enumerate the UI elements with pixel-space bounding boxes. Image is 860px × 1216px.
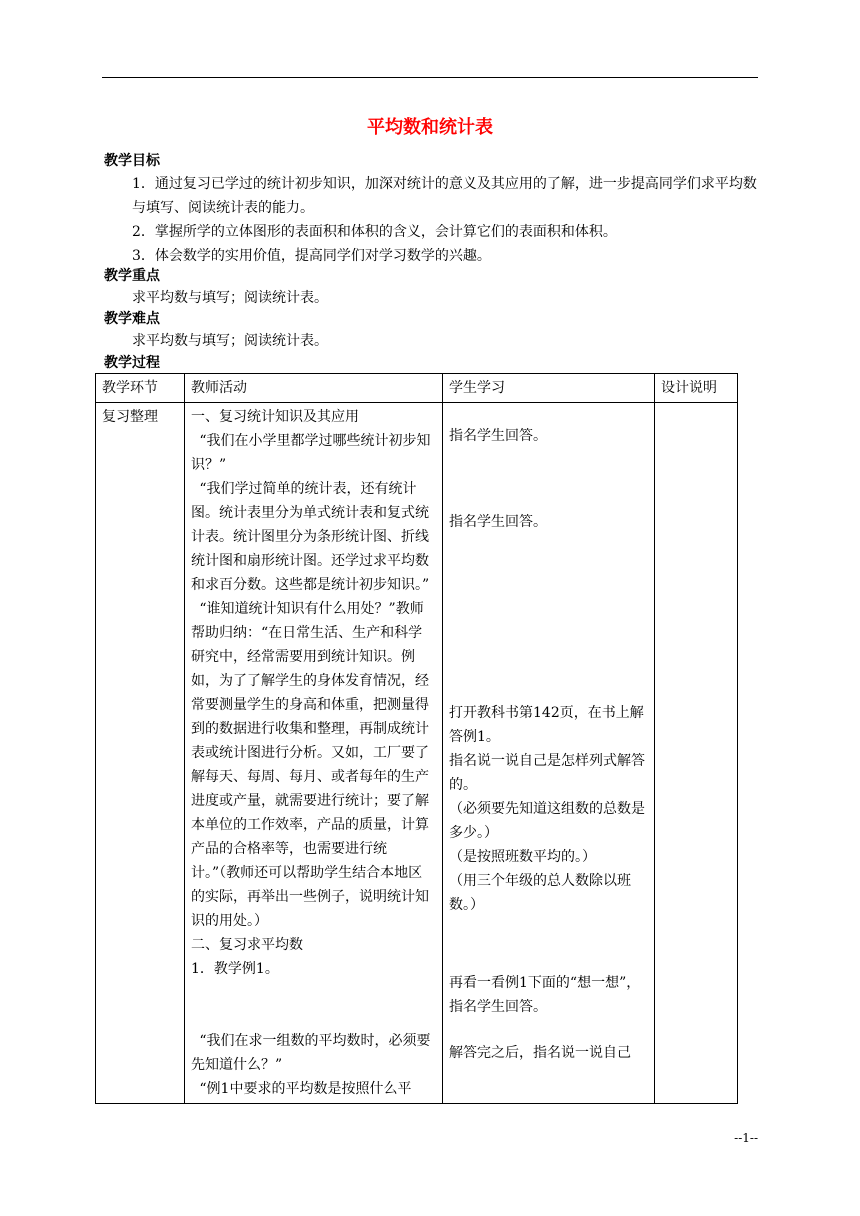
student-line: 解答完之后，指名说一说自己 [449,1045,631,1061]
student-line: （是按照班数平均的。） [449,849,596,865]
student-line: （用三个年级的总人数除以班数。） [449,873,631,913]
student-line: 指名学生回答。 [449,428,547,444]
header-note: 设计说明 [655,374,738,403]
student-spacer [449,917,648,971]
header-teacher: 教师活动 [185,374,443,403]
student-spacer [449,1019,648,1041]
student-spacer [449,448,648,510]
student-line: 指名说一说自己是怎样列式解答的。 [449,753,645,793]
header-rule [102,77,758,78]
student-line: 打开教科书第142页，在书上解答例1。 [449,705,644,745]
student-line: 指名学生回答。 [449,514,547,530]
teacher-cell [185,403,443,1104]
difficulty-point: 求平均数与填写；阅读统计表。 [132,333,328,349]
page-title: 平均数和统计表 [367,117,493,138]
process-table [95,373,738,1104]
process-heading: 教学过程 [104,355,160,371]
key-heading: 教学重点 [104,268,160,284]
key-text [104,286,758,310]
teacher-line: “我们在小学里都学过哪些统计初步知识？” [191,433,431,473]
goals-list [104,172,758,268]
teacher-line: “例1中要求的平均数是按照什么平 [199,1081,412,1097]
teacher-line: 一、复习统计知识及其应用 [191,409,359,425]
header-stage: 教学环节 [96,374,185,403]
student-spacer [449,534,648,701]
key-point: 求平均数与填写；阅读统计表。 [132,290,328,306]
teacher-spacer [191,981,436,1029]
table-row [96,403,738,1104]
teacher-line: “我们在求一组数的平均数时，必须要先知道什么？” [191,1033,431,1073]
difficulty-text [104,329,758,353]
goal-3: 3．体会数学的实用价值，提高同学们对学习数学的兴趣。 [132,248,491,264]
teacher-line: 1．教学例1。 [191,961,279,977]
student-line: （必须要先知道这组数的总数是多少。） [449,801,645,841]
student-line: 再看一看例1下面的“想一想”，指名学生回答。 [449,975,641,1015]
goals-heading: 教学目标 [104,153,160,169]
teacher-line: “谁知道统计知识有什么用处？”教师帮助归纳：“在日常生活、生产和科学研究中，经常需要用到统计知识。例如，为了了解学生的身体发育情况，经常要测量学生的身高和体重，把测量得到的数据进行收集和整理，再制成统计表或统计图进行分析。又如，工厂要了解每天、每周、每月、或者每年的生产进度或产量，就需要进行统计；要了解本单位的工作效率，产品的质量，计算产品的合格率等，也需要进行统计。”（教师还可以帮助学生结合本地区的实际，再举出一些例子，说明统计知识的用处。） [191,601,429,929]
teacher-line: “我们学过简单的统计表，还有统计图。统计表里分为单式统计表和复式统计表。统计图里分为条形统计图、折线统计图和扇形统计图。还学过求平均数和求百分数。这些都是统计初步知识。” [191,481,430,593]
header-student: 学生学习 [443,374,655,403]
difficulty-heading: 教学难点 [104,311,160,327]
note-cell [655,403,738,1104]
goal-1: 1．通过复习已学过的统计初步知识，加深对统计的意义及其应用的了解，进一步提高同学们求平均数与填写、阅读统计表的能力。 [132,176,757,216]
stage-cell: 复习整理 [96,403,185,1104]
goal-2: 2．掌握所学的立体图形的表面积和体积的含义，会计算它们的表面积和体积。 [132,224,617,240]
student-cell [443,403,655,1104]
table-header-row [96,374,738,403]
student-spacer [449,405,648,424]
teacher-line: 二、复习求平均数 [191,937,303,953]
page-number: --1-- [734,1131,758,1145]
